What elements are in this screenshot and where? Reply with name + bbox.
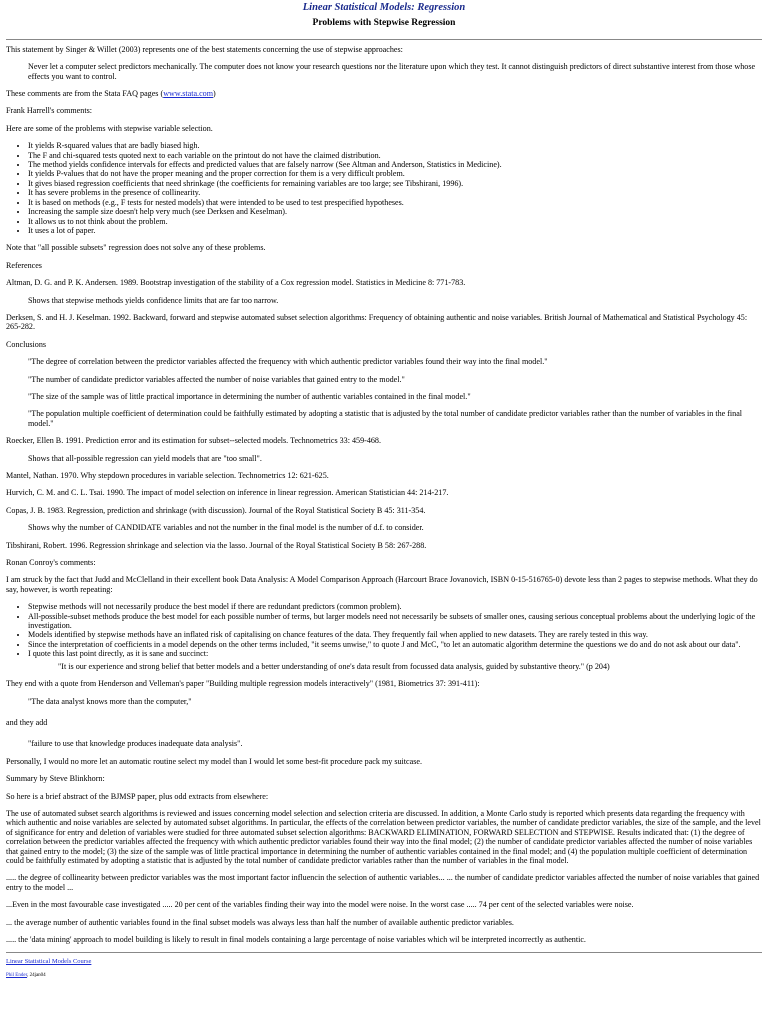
- reference-copas: Copas, J. B. 1983. Regression, prediction and shrinkage (with discussion). Journal of the Royal Statistical Society B 45: 311-354.: [6, 505, 426, 515]
- blinkhorn-extract: ...Even in the most favourable case investigated ..... 20 per cent of the variables finding their way into the model were noise. In the worst case ..... 74 per cent of the selected variables were noise.: [6, 900, 634, 910]
- reference-derksen: Derksen, S. and H. J. Keselman. 1992. Backward, forward and stepwise automated subset selection algorithms: Frequency of obtaining authentic and noise variables. British Journal of Mathematical and Statistical Psychology 45: 265-282.: [6, 312, 748, 332]
- and-they-add: and they add: [6, 717, 48, 727]
- page-title: Linear Statistical Models: Regression: [302, 2, 466, 13]
- list-item: • It gives biased regression coefficients that need shrinkage (the coefficients for remaining variables are too large; see Tibshirani, 1996).: [28, 179, 762, 188]
- list-item: • The F and chi-squared tests quoted next to each variable on the printout do not have the claimed distribution.: [28, 151, 762, 160]
- failure-quote: "failure to use that knowledge produces inadequate data analysis".: [28, 739, 243, 749]
- reference-mantel: Mantel, Nathan. 1970. Why stepdown procedures in variable selection. Technometrics 12: 621-625.: [6, 471, 329, 480]
- stata-link[interactable]: www.stata.com: [163, 89, 214, 99]
- harrell-problem-list: [6, 141, 762, 235]
- conroy-heading: Ronan Conroy's comments:: [6, 558, 96, 568]
- harrell-lead: Here are some of the problems with stepwise variable selection.: [6, 123, 213, 133]
- list-item: • Increasing the sample size doesn't help very much (see Derksen and Keselman).: [28, 207, 762, 216]
- reference-copas-note: Shows why the number of CANDIDATE variables and not the number in the final model is the number of d.f. to consider.: [28, 523, 424, 533]
- author-link[interactable]: Phil Ender: [6, 973, 28, 979]
- reference-tibshirani: Tibshirani, Robert. 1996. Regression shrinkage and selection via the lasso. Journal of the Royal Statistical Society B 58: 267-288.: [6, 540, 427, 550]
- list-item: • Stepwise methods will not necessarily produce the best model if there are redundant predictors (common problem).: [28, 602, 762, 611]
- footer-divider: [6, 952, 762, 953]
- list-item: • I quote this last point directly, as it is sane and succinct:: [28, 649, 762, 658]
- list-item: • It yields P-values that do not have the proper meaning and the proper correction for them is a very difficult problem.: [28, 169, 762, 178]
- reference-hurvich: Hurvich, C. M. and C. L. Tsai. 1990. The impact of model selection on inference in linear regression. American Statistician 44: 214-217.: [6, 488, 449, 498]
- singer-willet-quote: Never let a computer select predictors mechanically. The computer does not know your research questions nor the literature upon which they test. It cannot distinguish predictors of direct substantive interest from those whose effects you want to control.: [28, 62, 756, 81]
- stata-faq-line: [6, 89, 762, 98]
- list-item: • The method yields confidence intervals for effects and predicted values that are falsely narrow (See Altman and Anderson, Statistics in Medicine).: [28, 160, 762, 169]
- header-divider: [6, 39, 762, 40]
- blinkhorn-extract: ..... the 'data mining' approach to model building is likely to result in final models containing a large percentage of noise variables which wil be interpreted incorrectly as authentic.: [6, 935, 586, 944]
- reference-roecker-note: Shows that all-possible regression can yield models that are "too small".: [28, 453, 262, 463]
- references-heading: References: [6, 260, 42, 270]
- intro-paragraph: This statement by Singer & Willet (2003) represents one of the best statements concerning the use of stepwise approaches:: [6, 44, 403, 54]
- footer-date: , 24jan04: [27, 973, 46, 979]
- blinkhorn-extract: ... the average number of authentic variables found in the final subset models was always less than half the number of available authentic predictor variables.: [6, 917, 514, 927]
- list-item: • Since the interpretation of coefficients in a model depends on the other terms included, "it seems unwise," to quote J and McC, "to let an automatic algorithm determine the questions we do and do not ask about our data".: [28, 640, 762, 649]
- list-item: • It is based on methods (e.g., F tests for nested models) that were intended to be used to test prespecified hypotheses.: [28, 198, 762, 207]
- conclusion-item: "The number of candidate predictor variables affected the number of noise variables that gained entry to the model.": [28, 374, 405, 384]
- list-item: • It has severe problems in the presence of collinearity.: [28, 188, 762, 197]
- conclusions-heading: Conclusions: [6, 339, 47, 349]
- reference-altman-note: Shows that stepwise methods yields confidence limits that are far too narrow.: [28, 295, 279, 305]
- stata-faq-close: ): [213, 89, 216, 99]
- list-item: • Models identified by stepwise methods have an inflated risk of capitalising on chance features of the data. They frequently fail when applied to new datasets. They are rarely tested in this way.: [28, 630, 762, 639]
- reference-roecker: Roecker, Ellen B. 1991. Prediction error and its estimation for subset--selected models. Technometrics 33: 459-468.: [6, 436, 382, 446]
- stata-faq-text: These comments are from the Stata FAQ pages (: [6, 89, 164, 99]
- judd-mcclelland-quote: "It is our experience and strong belief that better models and a better understanding of one's data result from focussed data analysis, guided by substantive theory." (p 204): [58, 661, 610, 671]
- harrell-heading: Frank Harrell's comments:: [6, 106, 92, 116]
- list-item: • It uses a lot of paper.: [28, 226, 762, 235]
- suitcase-remark: Personally, I would no more let an automatic routine select my model than I would let some best-fit procedure pack my suitcase.: [6, 756, 422, 766]
- conroy-point-list: [6, 602, 762, 658]
- course-link[interactable]: Linear Statistical Models Course: [6, 958, 92, 966]
- reference-altman: Altman, D. G. and P. K. Andersen. 1989. Bootstrap investigation of the stability of a Cox regression model. Statistics in Medicine 8: 771-783.: [6, 278, 466, 288]
- bjmsp-abstract: The use of automated subset search algorithms is reviewed and issues concerning model selection and selection criteria are discussed. In addition, a Monte Carlo study is reported which presents data regarding the frequency with which authentic and noise variables are selected by automated subset algorithms. In particular, the effects of the correlation between predictor variables, the number of candidate predictor variables, the size of the sample, and the level of significance for entry and deletion of variables were studied for three automated subset selection algorithms: BACKWARD ELIMINATION, FORWARD SELECTION and STEPWISE. Results indicated that: (1) the degree of correlation between the predictor variables affected the frequency with which authentic predictor variables found their way into the final model; (2) the number of candidate predictor variables affected the number of noise variables that gained entry to the model; (3) the size of the sample was of little practical importance in determining the number of authentic variables contained in the final model; and (4) the population multiple coefficient of determination could be faithfully estimated by adopting a statistic that is adjusted by the total number of candidate predictor variables rather than the number of variables in the final model.: [6, 808, 761, 865]
- conroy-lead: I am struck by the fact that Judd and McClelland in their excellent book Data Analysis: A Model Comparison Approach (Harcourt Brace Jovanovich, ISBN 0-15-516765-0) devote less than 2 pages to stepwise methods. What they do say, however, is worth repeating:: [6, 575, 758, 594]
- henderson-velleman-intro: They end with a quote from Henderson and Velleman's paper "Building multiple regression models interactively" (1981, Biometrics 37: 391-411):: [6, 679, 480, 689]
- conclusion-item: "The size of the sample was of little practical importance in determining the number of authentic variables contained in the final model.": [28, 391, 471, 401]
- blinkhorn-extract: ..... the degree of collinearity between predictor variables was the most important factor influencin the selection of authentic variables... ... the number of candidate predictor variables affected the number of noise variables that gained entry to the model ...: [6, 873, 760, 892]
- analyst-quote: "The data analyst knows more than the computer,": [28, 696, 192, 706]
- footer: [6, 958, 762, 980]
- list-item: • It yields R-squared values that are badly biased high.: [28, 141, 762, 150]
- page-subtitle: Problems with Stepwise Regression: [312, 18, 456, 29]
- list-item: • All-possible-subset methods produce the best model for each possible number of terms, but larger models need not necessarily be subsets of smaller ones, causing serious conceptual problems about the underlying logic of the investigation.: [28, 612, 762, 631]
- conclusion-item: "The population multiple coefficient of determination could be faithfully estimated by adopting a statistic that is adjusted by the total number of candidate predictor variables rather than the number of variables in the final model.": [28, 409, 743, 428]
- blinkhorn-lead: So here is a brief abstract of the BJMSP paper, plus odd extracts from elsewhere:: [6, 791, 269, 801]
- all-subsets-note: Note that "all possible subsets" regression does not solve any of these problems.: [6, 243, 266, 253]
- conclusion-item: "The degree of correlation between the predictor variables affected the frequency with which authentic predictor variables found their way into the final model.": [28, 357, 548, 367]
- list-item: • It allows us to not think about the problem.: [28, 217, 762, 226]
- blinkhorn-heading: Summary by Steve Blinkhorn:: [6, 774, 105, 784]
